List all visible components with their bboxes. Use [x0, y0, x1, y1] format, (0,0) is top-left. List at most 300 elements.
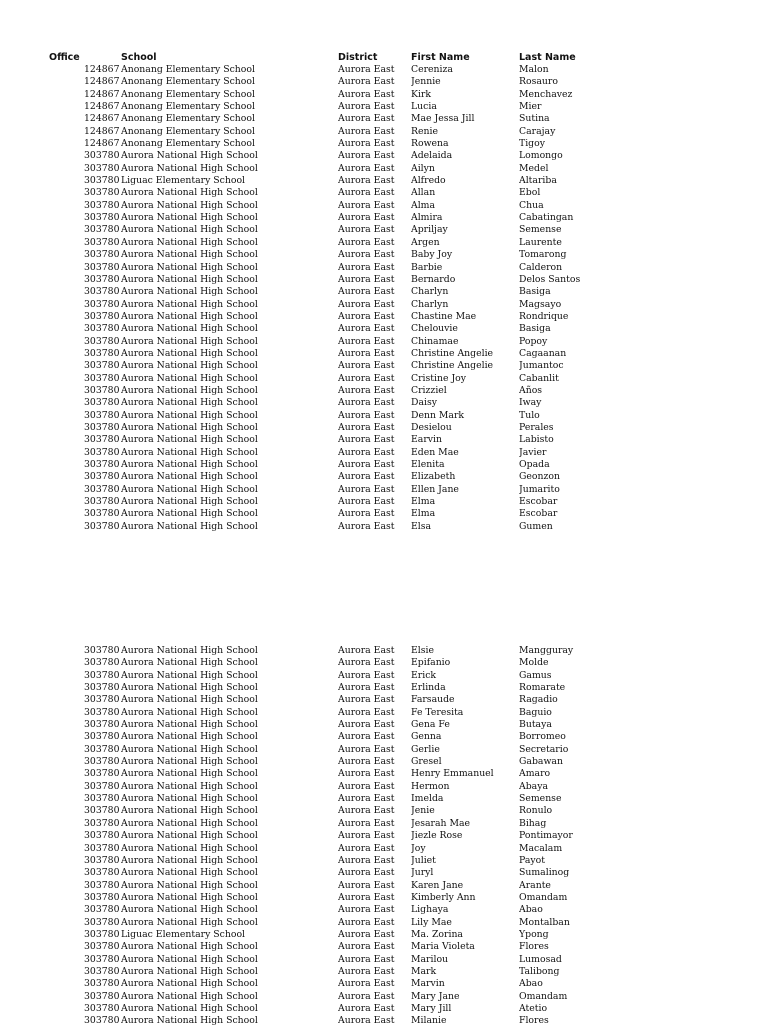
- table-row: [0, 434, 768, 446]
- table-row: [0, 126, 768, 138]
- table-row: [0, 422, 768, 434]
- table-row: [0, 484, 768, 496]
- district-cell: Aurora East: [338, 731, 395, 743]
- table-row: [0, 917, 768, 929]
- school-cell: Aurora National High School: [121, 978, 258, 990]
- first-name-cell: Hermon: [411, 780, 450, 792]
- last-name-cell: Opada: [519, 459, 550, 470]
- last-name-cell: Omandam: [519, 891, 568, 903]
- last-name-cell: Talibong: [519, 965, 560, 977]
- header-last-name: Last Name: [519, 52, 576, 63]
- school-cell: Anonang Elementary School: [121, 101, 255, 113]
- table-row: [0, 471, 768, 483]
- school-cell: Aurora National High School: [121, 990, 258, 1002]
- district-cell: Aurora East: [338, 335, 395, 347]
- table-row: [0, 311, 768, 323]
- school-cell: Aurora National High School: [121, 335, 258, 347]
- first-name-cell: Gresel: [411, 756, 442, 768]
- district-cell: Aurora East: [338, 323, 395, 335]
- last-name-cell: Labisto: [519, 434, 554, 446]
- office-code-cell: 303780: [84, 335, 120, 347]
- office-code-cell: 303780: [84, 323, 120, 335]
- office-code-cell: 303780: [84, 397, 120, 409]
- school-cell: Aurora National High School: [121, 1002, 258, 1014]
- first-name-cell: Christine Angelie: [411, 360, 494, 372]
- table-row: [0, 200, 768, 212]
- last-name-cell: Magsayo: [519, 298, 562, 310]
- office-code-cell: 303780: [84, 199, 120, 211]
- office-code-cell: 303780: [84, 891, 120, 903]
- first-name-cell: Cristine Joy: [411, 372, 467, 384]
- last-name-cell: Jumarito: [519, 483, 560, 495]
- table-row: [0, 76, 768, 88]
- table-row: [0, 237, 768, 249]
- school-cell: Aurora National High School: [121, 780, 258, 792]
- last-name-cell: Javier: [519, 446, 547, 458]
- office-code-cell: 124867: [84, 76, 120, 88]
- district-cell: Aurora East: [338, 706, 395, 718]
- office-code-cell: 303780: [84, 175, 120, 187]
- district-cell: Aurora East: [338, 817, 395, 829]
- last-name-cell: Amaro: [519, 768, 551, 780]
- first-name-cell: Lucia: [411, 101, 437, 113]
- school-cell: Aurora National High School: [121, 854, 258, 866]
- last-name-cell: Molde: [519, 657, 549, 669]
- district-cell: Aurora East: [338, 1015, 395, 1027]
- district-cell: Aurora East: [338, 125, 395, 137]
- table-block-1: [0, 64, 768, 533]
- first-name-cell: Marvin: [411, 978, 445, 990]
- last-name-cell: Abaya: [519, 780, 549, 792]
- office-code-cell: 303780: [84, 854, 120, 866]
- office-code-cell: 303780: [84, 520, 120, 532]
- last-name-cell: Semense: [519, 793, 562, 805]
- table-row: [0, 731, 768, 743]
- last-name-cell: Gabawan: [519, 756, 563, 768]
- office-code-cell: 303780: [84, 372, 120, 384]
- last-name-cell: Tigoy: [519, 138, 545, 150]
- last-name-cell: Calderon: [519, 261, 563, 273]
- district-cell: Aurora East: [338, 273, 395, 285]
- header-district: District: [338, 52, 378, 63]
- last-name-cell: Tulo: [519, 409, 540, 421]
- first-name-cell: Erick: [411, 669, 437, 681]
- office-code-cell: 303780: [84, 496, 120, 508]
- first-name-cell: Chinamae: [411, 335, 459, 347]
- first-name-cell: Jiezle Rose: [411, 830, 463, 842]
- table-row: [0, 212, 768, 224]
- office-code-cell: 303780: [84, 842, 120, 854]
- district-cell: Aurora East: [338, 743, 395, 755]
- district-cell: Aurora East: [338, 904, 395, 916]
- office-code-cell: 303780: [84, 224, 120, 236]
- school-cell: Aurora National High School: [121, 916, 258, 928]
- office-code-cell: 303780: [84, 965, 120, 977]
- first-name-cell: Maria Violeta: [411, 941, 475, 953]
- first-name-cell: Marilou: [411, 953, 449, 965]
- office-code-cell: 303780: [84, 187, 120, 199]
- last-name-cell: Delos Santos: [519, 273, 581, 285]
- last-name-cell: Payot: [519, 854, 545, 866]
- table-row: [0, 299, 768, 311]
- district-cell: Aurora East: [338, 236, 395, 248]
- district-cell: Aurora East: [338, 682, 395, 694]
- district-cell: Aurora East: [338, 138, 395, 150]
- school-cell: Aurora National High School: [121, 1015, 258, 1027]
- district-cell: Aurora East: [338, 520, 395, 532]
- first-name-cell: Mae Jessa Jill: [411, 113, 475, 125]
- first-name-cell: Imelda: [411, 793, 444, 805]
- first-name-cell: Mark: [411, 965, 437, 977]
- school-cell: Aurora National High School: [121, 793, 258, 805]
- office-code-cell: 124867: [84, 138, 120, 150]
- office-code-cell: 303780: [84, 384, 120, 396]
- header-first-name: First Name: [411, 52, 470, 63]
- district-cell: Aurora East: [338, 508, 395, 520]
- school-cell: Aurora National High School: [121, 162, 258, 174]
- table-row: [0, 150, 768, 162]
- table-row: [0, 1015, 768, 1027]
- office-code-cell: 303780: [84, 150, 120, 162]
- first-name-cell: Alfredo: [411, 175, 446, 187]
- table-row: [0, 163, 768, 175]
- table-row: [0, 768, 768, 780]
- school-cell: Aurora National High School: [121, 941, 258, 953]
- last-name-cell: Laurente: [519, 236, 562, 248]
- first-name-cell: Chastine Mae: [411, 310, 477, 322]
- first-name-cell: Farsaude: [411, 694, 455, 706]
- school-cell: Aurora National High School: [121, 187, 258, 199]
- office-code-cell: 303780: [84, 953, 120, 965]
- last-name-cell: Carajay: [519, 125, 556, 137]
- last-name-cell: Basiga: [519, 323, 551, 335]
- district-cell: Aurora East: [338, 694, 395, 706]
- school-cell: Aurora National High School: [121, 867, 258, 879]
- district-cell: Aurora East: [338, 175, 395, 187]
- table-row: [0, 249, 768, 261]
- table-row: [0, 719, 768, 731]
- table-row: [0, 373, 768, 385]
- school-cell: Aurora National High School: [121, 273, 258, 285]
- school-cell: Aurora National High School: [121, 236, 258, 248]
- table-row: [0, 64, 768, 76]
- office-code-cell: 303780: [84, 298, 120, 310]
- school-cell: Aurora National High School: [121, 323, 258, 335]
- district-cell: Aurora East: [338, 496, 395, 508]
- header-office: Office: [49, 52, 80, 63]
- school-cell: Aurora National High School: [121, 286, 258, 298]
- school-cell: Aurora National High School: [121, 694, 258, 706]
- school-cell: Aurora National High School: [121, 496, 258, 508]
- district-cell: Aurora East: [338, 471, 395, 483]
- first-name-cell: Ellen Jane: [411, 483, 459, 495]
- office-code-cell: 303780: [84, 706, 120, 718]
- school-cell: Aurora National High School: [121, 372, 258, 384]
- first-name-cell: Erlinda: [411, 682, 446, 694]
- last-name-cell: Cagaanan: [519, 347, 567, 359]
- office-code-cell: 124867: [84, 125, 120, 137]
- school-cell: Aurora National High School: [121, 360, 258, 372]
- table-row: [0, 954, 768, 966]
- table-row: [0, 670, 768, 682]
- district-cell: Aurora East: [338, 978, 395, 990]
- first-name-cell: Baby Joy: [411, 249, 453, 261]
- school-cell: Aurora National High School: [121, 743, 258, 755]
- first-name-cell: Argen: [411, 236, 440, 248]
- table-row: [0, 138, 768, 150]
- last-name-cell: Perales: [519, 421, 554, 433]
- district-cell: Aurora East: [338, 150, 395, 162]
- table-row: [0, 336, 768, 348]
- school-cell: Aurora National High School: [121, 965, 258, 977]
- last-name-cell: Altariba: [519, 175, 557, 187]
- last-name-cell: Secretario: [519, 743, 569, 755]
- school-cell: Aurora National High School: [121, 249, 258, 261]
- first-name-cell: Juryl: [411, 867, 434, 879]
- office-code-cell: 303780: [84, 978, 120, 990]
- district-cell: Aurora East: [338, 965, 395, 977]
- first-name-cell: Lily Mae: [411, 916, 452, 928]
- table-row: [0, 707, 768, 719]
- district-cell: Aurora East: [338, 298, 395, 310]
- last-name-cell: Mier: [519, 101, 542, 113]
- district-cell: Aurora East: [338, 409, 395, 421]
- office-code-cell: 303780: [84, 879, 120, 891]
- school-cell: Aurora National High School: [121, 731, 258, 743]
- last-name-cell: Butaya: [519, 719, 552, 731]
- school-cell: Aurora National High School: [121, 508, 258, 520]
- school-cell: Aurora National High School: [121, 719, 258, 731]
- office-code-cell: 303780: [84, 743, 120, 755]
- last-name-cell: Macalam: [519, 842, 563, 854]
- school-cell: Aurora National High School: [121, 768, 258, 780]
- last-name-cell: Bihag: [519, 817, 547, 829]
- school-cell: Aurora National High School: [121, 421, 258, 433]
- office-code-cell: 303780: [84, 508, 120, 520]
- table-row: [0, 929, 768, 941]
- first-name-cell: Christine Angelie: [411, 347, 494, 359]
- last-name-cell: Flores: [519, 1015, 549, 1027]
- school-cell: Aurora National High School: [121, 891, 258, 903]
- district-cell: Aurora East: [338, 879, 395, 891]
- first-name-cell: Mary Jane: [411, 990, 460, 1002]
- last-name-cell: Tomarong: [519, 249, 567, 261]
- table-row: [0, 991, 768, 1003]
- last-name-cell: Gamus: [519, 669, 552, 681]
- office-code-cell: 303780: [84, 904, 120, 916]
- table-row: [0, 113, 768, 125]
- table-row: [0, 756, 768, 768]
- first-name-cell: Mary Jill: [411, 1002, 452, 1014]
- table-row: [0, 793, 768, 805]
- school-cell: Aurora National High School: [121, 756, 258, 768]
- table-row: [0, 892, 768, 904]
- office-code-cell: 303780: [84, 669, 120, 681]
- office-code-cell: 303780: [84, 212, 120, 224]
- office-code-cell: 303780: [84, 928, 120, 940]
- table-row: [0, 682, 768, 694]
- first-name-cell: Alma: [411, 199, 436, 211]
- last-name-cell: Malon: [519, 64, 549, 75]
- first-name-cell: Eden Mae: [411, 446, 459, 458]
- school-cell: Anonang Elementary School: [121, 64, 255, 75]
- first-name-cell: Lighaya: [411, 904, 449, 916]
- last-name-cell: Ebol: [519, 187, 541, 199]
- school-cell: Aurora National High School: [121, 520, 258, 532]
- district-cell: Aurora East: [338, 916, 395, 928]
- school-cell: Aurora National High School: [121, 904, 258, 916]
- district-cell: Aurora East: [338, 76, 395, 88]
- district-cell: Aurora East: [338, 953, 395, 965]
- table-row: [0, 694, 768, 706]
- table-row: [0, 1003, 768, 1015]
- school-cell: Aurora National High School: [121, 261, 258, 273]
- district-cell: Aurora East: [338, 421, 395, 433]
- district-cell: Aurora East: [338, 113, 395, 125]
- last-name-cell: Chua: [519, 199, 544, 211]
- first-name-cell: Charlyn: [411, 298, 449, 310]
- last-name-cell: Lumosad: [519, 953, 562, 965]
- table-row: [0, 645, 768, 657]
- district-cell: Aurora East: [338, 669, 395, 681]
- table-row: [0, 657, 768, 669]
- first-name-cell: Bernardo: [411, 273, 456, 285]
- last-name-cell: Mangguray: [519, 645, 574, 656]
- district-cell: Aurora East: [338, 212, 395, 224]
- table-row: [0, 978, 768, 990]
- school-cell: Aurora National High School: [121, 212, 258, 224]
- office-code-cell: 303780: [84, 645, 120, 656]
- last-name-cell: Arante: [519, 879, 551, 891]
- table-block-2: [0, 645, 768, 1028]
- district-cell: Aurora East: [338, 64, 395, 75]
- last-name-cell: Ypong: [519, 928, 549, 940]
- district-cell: Aurora East: [338, 384, 395, 396]
- first-name-cell: Elsie: [411, 645, 435, 656]
- last-name-cell: Gumen: [519, 520, 553, 532]
- first-name-cell: Kirk: [411, 88, 431, 100]
- first-name-cell: Epifanio: [411, 657, 451, 669]
- table-row: [0, 521, 768, 533]
- district-cell: Aurora East: [338, 756, 395, 768]
- table-row: [0, 262, 768, 274]
- first-name-cell: Barbie: [411, 261, 443, 273]
- last-name-cell: Ronulo: [519, 805, 553, 817]
- first-name-cell: Henry Emmanuel: [411, 768, 494, 780]
- first-name-cell: Joy: [411, 842, 426, 854]
- last-name-cell: Sumalinog: [519, 867, 570, 879]
- school-cell: Aurora National High School: [121, 459, 258, 470]
- school-cell: Anonang Elementary School: [121, 138, 255, 150]
- office-code-cell: 303780: [84, 694, 120, 706]
- table-row: [0, 175, 768, 187]
- office-code-cell: 303780: [84, 793, 120, 805]
- district-cell: Aurora East: [338, 793, 395, 805]
- district-cell: Aurora East: [338, 483, 395, 495]
- school-cell: Aurora National High School: [121, 199, 258, 211]
- district-cell: Aurora East: [338, 397, 395, 409]
- school-cell: Aurora National High School: [121, 805, 258, 817]
- school-cell: Aurora National High School: [121, 446, 258, 458]
- district-cell: Aurora East: [338, 199, 395, 211]
- table-row: [0, 224, 768, 236]
- table-row: [0, 867, 768, 879]
- table-row: [0, 348, 768, 360]
- school-cell: Anonang Elementary School: [121, 88, 255, 100]
- office-code-cell: 303780: [84, 916, 120, 928]
- first-name-cell: Milanie: [411, 1015, 447, 1027]
- school-cell: Aurora National High School: [121, 471, 258, 483]
- table-row: [0, 818, 768, 830]
- last-name-cell: Escobar: [519, 496, 558, 508]
- office-code-cell: 303780: [84, 483, 120, 495]
- first-name-cell: Almira: [411, 212, 443, 224]
- district-cell: Aurora East: [338, 101, 395, 113]
- district-cell: Aurora East: [338, 372, 395, 384]
- school-cell: Aurora National High School: [121, 310, 258, 322]
- last-name-cell: Lomongo: [519, 150, 563, 162]
- first-name-cell: Ma. Zorina: [411, 928, 463, 940]
- first-name-cell: Crizziel: [411, 384, 447, 396]
- first-name-cell: Jennie: [411, 76, 441, 88]
- table-row: [0, 805, 768, 817]
- school-cell: Aurora National High School: [121, 879, 258, 891]
- office-code-cell: 303780: [84, 657, 120, 669]
- first-name-cell: Adelaida: [411, 150, 453, 162]
- last-name-cell: Cabatingan: [519, 212, 574, 224]
- table-row: [0, 360, 768, 372]
- last-name-cell: Borromeo: [519, 731, 566, 743]
- last-name-cell: Omandam: [519, 990, 568, 1002]
- table-row: [0, 496, 768, 508]
- table-row: [0, 966, 768, 978]
- last-name-cell: Popoy: [519, 335, 548, 347]
- last-name-cell: Medel: [519, 162, 549, 174]
- table-row: [0, 459, 768, 471]
- table-row: [0, 286, 768, 298]
- school-cell: Aurora National High School: [121, 645, 258, 656]
- last-name-cell: Romarate: [519, 682, 566, 694]
- last-name-cell: Jumantoc: [519, 360, 564, 372]
- office-code-cell: 303780: [84, 941, 120, 953]
- last-name-cell: Años: [519, 384, 543, 396]
- office-code-cell: 303780: [84, 409, 120, 421]
- table-row: [0, 323, 768, 335]
- school-cell: Aurora National High School: [121, 682, 258, 694]
- office-code-cell: 303780: [84, 731, 120, 743]
- district-cell: Aurora East: [338, 249, 395, 261]
- last-name-cell: Ragadio: [519, 694, 558, 706]
- first-name-cell: Desielou: [411, 421, 452, 433]
- first-name-cell: Daisy: [411, 397, 437, 409]
- school-cell: Aurora National High School: [121, 224, 258, 236]
- district-cell: Aurora East: [338, 891, 395, 903]
- district-cell: Aurora East: [338, 805, 395, 817]
- table-row: [0, 855, 768, 867]
- school-cell: Aurora National High School: [121, 434, 258, 446]
- office-code-cell: 303780: [84, 830, 120, 842]
- first-name-cell: Apriljay: [411, 224, 448, 236]
- first-name-cell: Jesarah Mae: [411, 817, 471, 829]
- table-row: [0, 101, 768, 113]
- table-row: [0, 187, 768, 199]
- last-name-cell: Atetio: [519, 1002, 548, 1014]
- first-name-cell: Fe Teresita: [411, 706, 464, 718]
- office-code-cell: 303780: [84, 162, 120, 174]
- office-code-cell: 303780: [84, 286, 120, 298]
- first-name-cell: Genna: [411, 731, 442, 743]
- office-code-cell: 303780: [84, 249, 120, 261]
